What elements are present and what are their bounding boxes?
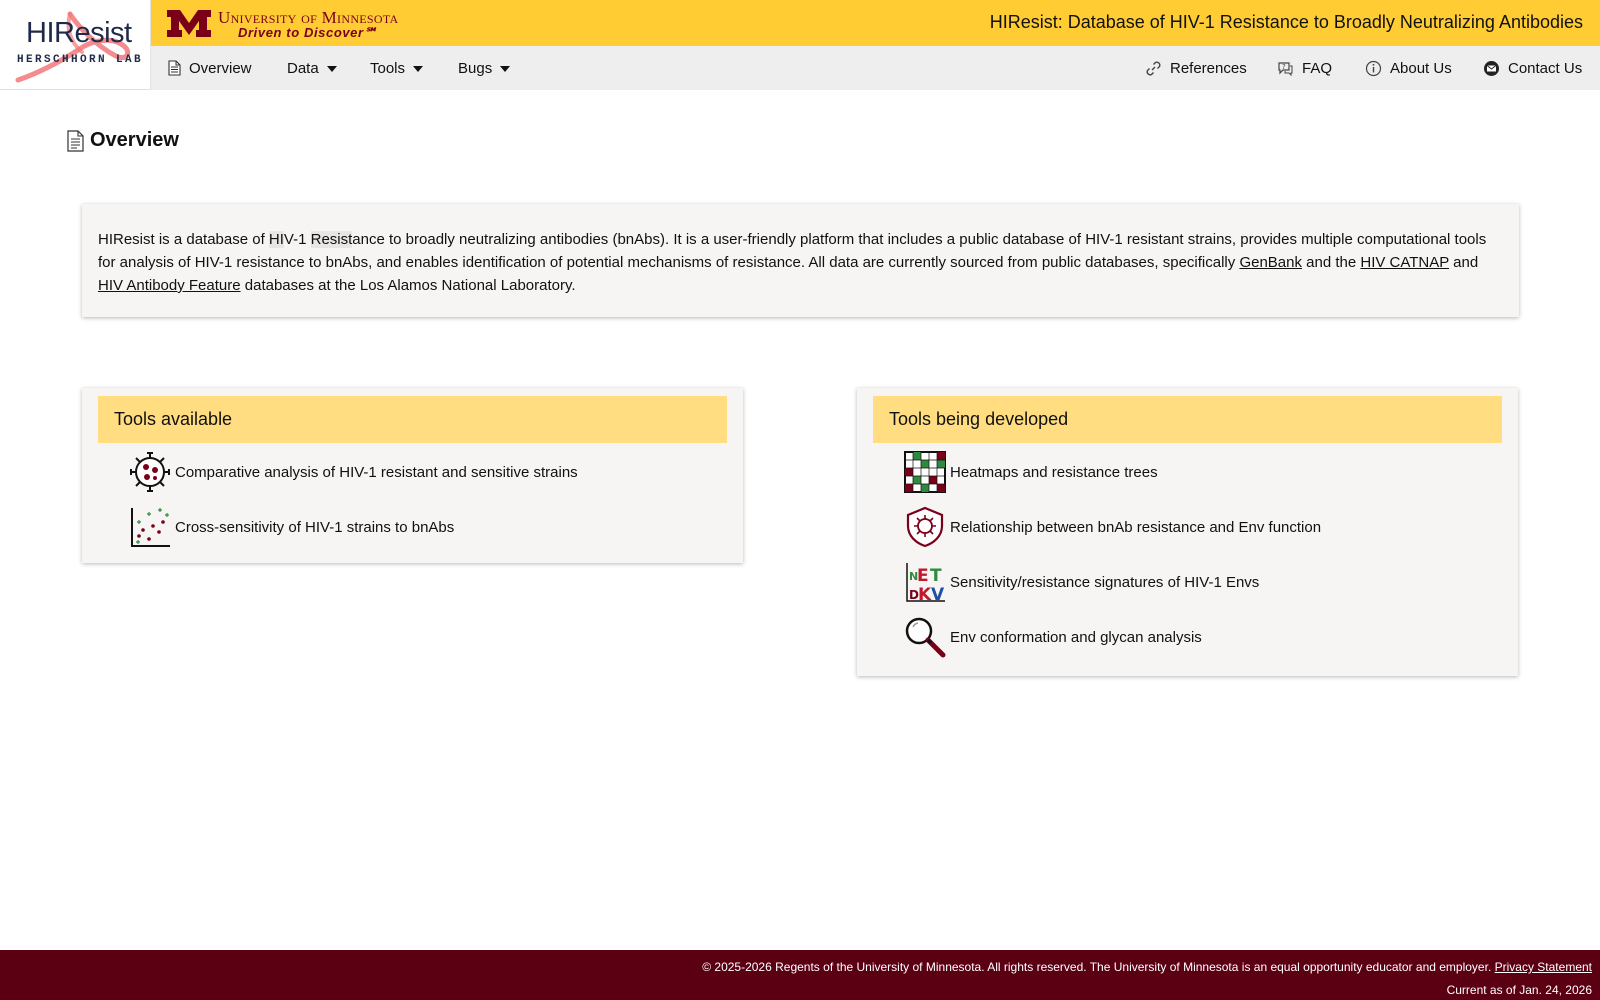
svg-text:?: ? — [1282, 62, 1286, 71]
last-updated: Current as of Jan. 24, 2026 — [1446, 983, 1592, 997]
nav-bugs-label: Bugs — [458, 59, 493, 77]
university-name[interactable]: University of Minnesota — [218, 8, 399, 27]
intro-text: ance to broadly neutralizing antibodies (bnAbs). It is a user-friendly platform that includes a public database of HIV-1 resistant strains, provides multiple computational tools for analysis of HIV-1 resistance to bnAbs, and enables identification of potential mechanisms of resistance. All data are currently sourced from public databases, specifically — [98, 231, 1487, 271]
mail-icon — [1483, 60, 1500, 77]
tool-label: Cross-sensitivity of HIV-1 strains to bnAbs — [175, 518, 455, 536]
tool-env-function[interactable] — [904, 506, 1321, 548]
tool-label: Comparative analysis of HIV-1 resistant and sensitive strains — [175, 463, 578, 481]
tools-developing-title: Tools being developed — [873, 396, 1502, 443]
svg-text:D: D — [909, 588, 919, 602]
nav-contact-label: Contact Us — [1508, 59, 1583, 77]
logo-subtext: HERSCHHORN LAB — [17, 54, 144, 66]
tools-developing-panel — [857, 388, 1518, 676]
intro-text: V-1 — [283, 231, 311, 248]
shield-virus-icon — [904, 506, 946, 548]
intro-text: databases at the Los Alamos National Laboratory. — [240, 277, 576, 294]
tool-label: Relationship between bnAb resistance and Env function — [950, 518, 1322, 536]
university-tagline: Driven to Discover℠ — [238, 25, 378, 40]
magnifier-icon — [904, 616, 946, 658]
document-icon — [168, 60, 181, 76]
intro-panel — [82, 204, 1519, 317]
tool-heatmaps[interactable] — [904, 451, 1158, 493]
virus-icon — [129, 451, 171, 493]
caret-down-icon — [500, 66, 510, 72]
highlight-hi: HI — [268, 231, 284, 248]
nav-references[interactable] — [1145, 46, 1247, 90]
footer-legal — [702, 960, 1592, 974]
catnap-link[interactable]: HIV CATNAP — [1360, 254, 1450, 271]
tool-signatures[interactable] — [904, 561, 1259, 603]
logo-text: HIResist — [26, 17, 132, 49]
tools-available-title: Tools available — [98, 396, 727, 443]
top-banner — [151, 0, 1600, 46]
highlight-resist: Resist — [310, 231, 353, 248]
tool-glycan-analysis[interactable] — [904, 616, 1202, 658]
svg-text:N: N — [909, 570, 919, 583]
svg-text:K: K — [918, 585, 932, 603]
privacy-statement-link[interactable]: Privacy Statement — [1494, 960, 1592, 974]
tool-comparative-analysis[interactable] — [129, 451, 578, 493]
svg-text:E: E — [917, 566, 929, 586]
page-title: HIResist: Database of HIV-1 Resistance to Broadly Neutralizing Antibodies — [989, 12, 1583, 32]
intro-text: and — [1449, 254, 1479, 271]
heatmap-icon — [904, 451, 946, 493]
nav-about-label: About Us — [1390, 59, 1452, 77]
nav-overview-label: Overview — [189, 59, 252, 77]
info-icon — [1365, 60, 1382, 77]
main-navigation — [151, 46, 1600, 90]
document-icon — [67, 130, 84, 152]
nav-data-label: Data — [287, 59, 319, 77]
umn-m-logo-icon[interactable] — [167, 10, 211, 37]
nav-bugs-dropdown[interactable] — [458, 46, 510, 90]
tool-label: Sensitivity/resistance signatures of HIV-1 Envs — [950, 573, 1260, 591]
nav-faq[interactable] — [1277, 46, 1332, 90]
caret-down-icon — [413, 66, 423, 72]
nav-about-us[interactable] — [1365, 46, 1452, 90]
antibody-feature-link[interactable]: HIV Antibody Feature — [98, 277, 241, 294]
site-logo[interactable] — [0, 0, 151, 90]
question-bubble-icon — [1277, 60, 1294, 77]
section-heading — [67, 129, 179, 152]
caret-down-icon — [327, 66, 337, 72]
section-heading-text: Overview — [90, 129, 179, 151]
tool-label: Env conformation and glycan analysis — [950, 628, 1202, 646]
copyright-text: © 2025-2026 Regents of the University of Minnesota. All rights reserved. The University of Minnesota is an equal opportunity educator and employer. — [702, 960, 1492, 974]
intro-text: and the — [1301, 254, 1361, 271]
nav-tools-label: Tools — [370, 59, 406, 77]
signature-logo-icon — [904, 561, 946, 603]
nav-references-label: References — [1170, 59, 1247, 77]
intro-text: HIResist is a database of — [98, 231, 269, 248]
link-icon — [1145, 60, 1162, 77]
footer — [0, 950, 1600, 1000]
scatter-plot-icon — [129, 506, 171, 548]
nav-tools-dropdown[interactable] — [370, 46, 423, 90]
svg-text:T: T — [930, 566, 942, 586]
nav-contact-us[interactable] — [1483, 46, 1582, 90]
nav-overview[interactable] — [168, 46, 252, 90]
genbank-link[interactable]: GenBank — [1239, 254, 1302, 271]
nav-faq-label: FAQ — [1302, 59, 1333, 77]
nav-data-dropdown[interactable] — [287, 46, 337, 90]
svg-text:V: V — [931, 585, 945, 603]
tool-cross-sensitivity[interactable] — [129, 506, 454, 548]
tool-label: Heatmaps and resistance trees — [950, 463, 1158, 481]
tools-available-panel — [82, 388, 743, 563]
